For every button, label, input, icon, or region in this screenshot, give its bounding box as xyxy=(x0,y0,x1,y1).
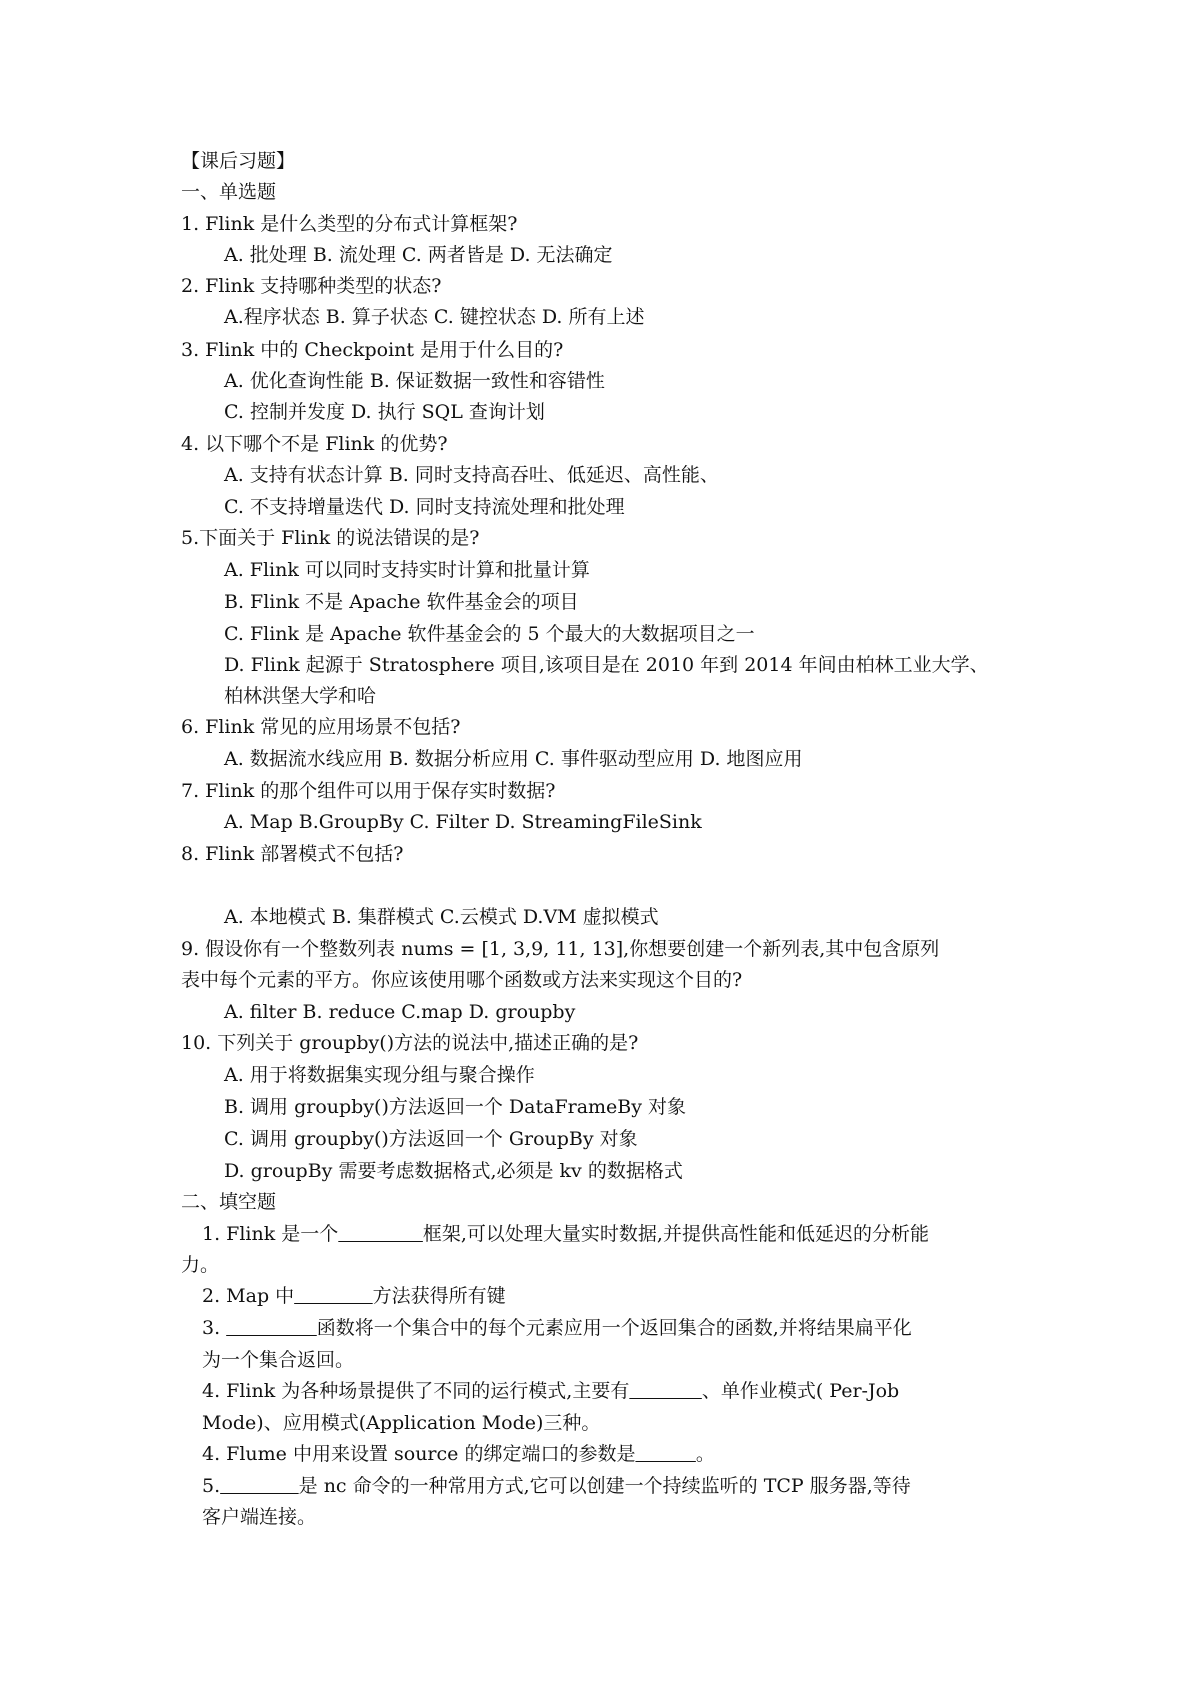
question-8: 8. Flink 部署模式不包括? xyxy=(181,843,404,865)
question-10-option-a: A. 用于将数据集实现分组与聚合操作 xyxy=(224,1064,535,1086)
fill-question-1-cont: 力。 xyxy=(181,1254,220,1276)
answer-blank xyxy=(226,1317,317,1339)
answer-blank xyxy=(629,1380,701,1402)
fill-question-4-cont: Mode)、应用模式(Application Mode)三种。 xyxy=(202,1412,601,1434)
question-4-options-a: A. 支持有状态计算 B. 同时支持高吞吐、低延迟、高性能、 xyxy=(224,464,719,486)
section-title-fill-blank: 二、填空题 xyxy=(181,1191,277,1213)
question-5-option-d-cont: 柏林洪堡大学和哈 xyxy=(224,685,377,707)
question-7: 7. Flink 的那个组件可以用于保存实时数据? xyxy=(181,780,556,802)
question-4-options-b: C. 不支持增量迭代 D. 同时支持流处理和批处理 xyxy=(224,496,625,518)
question-6-options: A. 数据流水线应用 B. 数据分析应用 C. 事件驱动型应用 D. 地图应用 xyxy=(224,748,803,770)
question-4: 4. 以下哪个不是 Flink 的优势? xyxy=(181,433,448,455)
fill-question-2: 2. Map 中 方法获得所有键 xyxy=(202,1285,506,1307)
exercise-heading: 【课后习题】 xyxy=(181,150,296,172)
question-10-option-d: D. groupBy 需要考虑数据格式,必须是 kv 的数据格式 xyxy=(224,1160,683,1182)
fill-question-1: 1. Flink 是一个 框架,可以处理大量实时数据,并提供高性能和低延迟的分析能 xyxy=(202,1223,929,1245)
question-6: 6. Flink 常见的应用场景不包括? xyxy=(181,716,461,738)
question-5: 5.下面关于 Flink 的说法错误的是? xyxy=(181,527,480,549)
question-5-option-d: D. Flink 起源于 Stratosphere 项目,该项目是在 2010 年到 2014 年间由柏林工业大学、 xyxy=(224,654,989,676)
question-10-option-b: B. 调用 groupby()方法返回一个 DataFrameBy 对象 xyxy=(224,1096,687,1118)
fill-question-3: 3. 函数将一个集合中的每个元素应用一个返回集合的函数,并将结果扁平化 xyxy=(202,1317,912,1339)
answer-blank xyxy=(294,1285,373,1307)
fill-question-5: 4. Flume 中用来设置 source 的绑定端口的参数是 。 xyxy=(202,1443,715,1465)
question-5-option-c: C. Flink 是 Apache 软件基金会的 5 个最大的大数据项目之一 xyxy=(224,623,755,645)
fill-question-4: 4. Flink 为各种场景提供了不同的运行模式,主要有 、单作业模式( Per-Job xyxy=(202,1380,900,1402)
section-title-single-choice: 一、单选题 xyxy=(181,181,277,203)
question-7-options: A. Map B.GroupBy C. Filter D. StreamingFileSink xyxy=(224,811,702,833)
fill-question-6-cont: 客户端连接。 xyxy=(202,1506,317,1528)
fill-question-6: 5. 是 nc 命令的一种常用方式,它可以创建一个持续监听的 TCP 服务器,等待 xyxy=(202,1475,911,1497)
fill-question-3-cont: 为一个集合返回。 xyxy=(202,1349,355,1371)
question-3-options-b: C. 控制并发度 D. 执行 SQL 查询计划 xyxy=(224,401,545,423)
question-8-options: A. 本地模式 B. 集群模式 C.云模式 D.VM 虚拟模式 xyxy=(224,906,659,928)
question-1: 1. Flink 是什么类型的分布式计算框架? xyxy=(181,213,518,235)
answer-blank xyxy=(338,1223,423,1245)
question-5-option-a: A. Flink 可以同时支持实时计算和批量计算 xyxy=(224,559,590,581)
question-5-option-b: B. Flink 不是 Apache 软件基金会的项目 xyxy=(224,591,579,613)
question-10-option-c: C. 调用 groupby()方法返回一个 GroupBy 对象 xyxy=(224,1128,638,1150)
question-9: 9. 假设你有一个整数列表 nums = [1, 3,9, 11, 13],你想要创建一个新列表,其中包含原列 xyxy=(181,938,940,960)
question-9-options: A. filter B. reduce C.map D. groupby xyxy=(224,1001,576,1023)
question-3: 3. Flink 中的 Checkpoint 是用于什么目的? xyxy=(181,339,564,361)
question-9-cont: 表中每个元素的平方。你应该使用哪个函数或方法来实现这个目的? xyxy=(181,969,743,991)
answer-blank xyxy=(220,1475,299,1497)
answer-blank xyxy=(635,1443,695,1465)
question-1-options: A. 批处理 B. 流处理 C. 两者皆是 D. 无法确定 xyxy=(224,244,613,266)
question-2-options: A.程序状态 B. 算子状态 C. 键控状态 D. 所有上述 xyxy=(224,306,645,328)
question-3-options-a: A. 优化查询性能 B. 保证数据一致性和容错性 xyxy=(224,370,605,392)
question-2: 2. Flink 支持哪种类型的状态? xyxy=(181,275,442,297)
question-10: 10. 下列关于 groupby()方法的说法中,描述正确的是? xyxy=(181,1032,639,1054)
